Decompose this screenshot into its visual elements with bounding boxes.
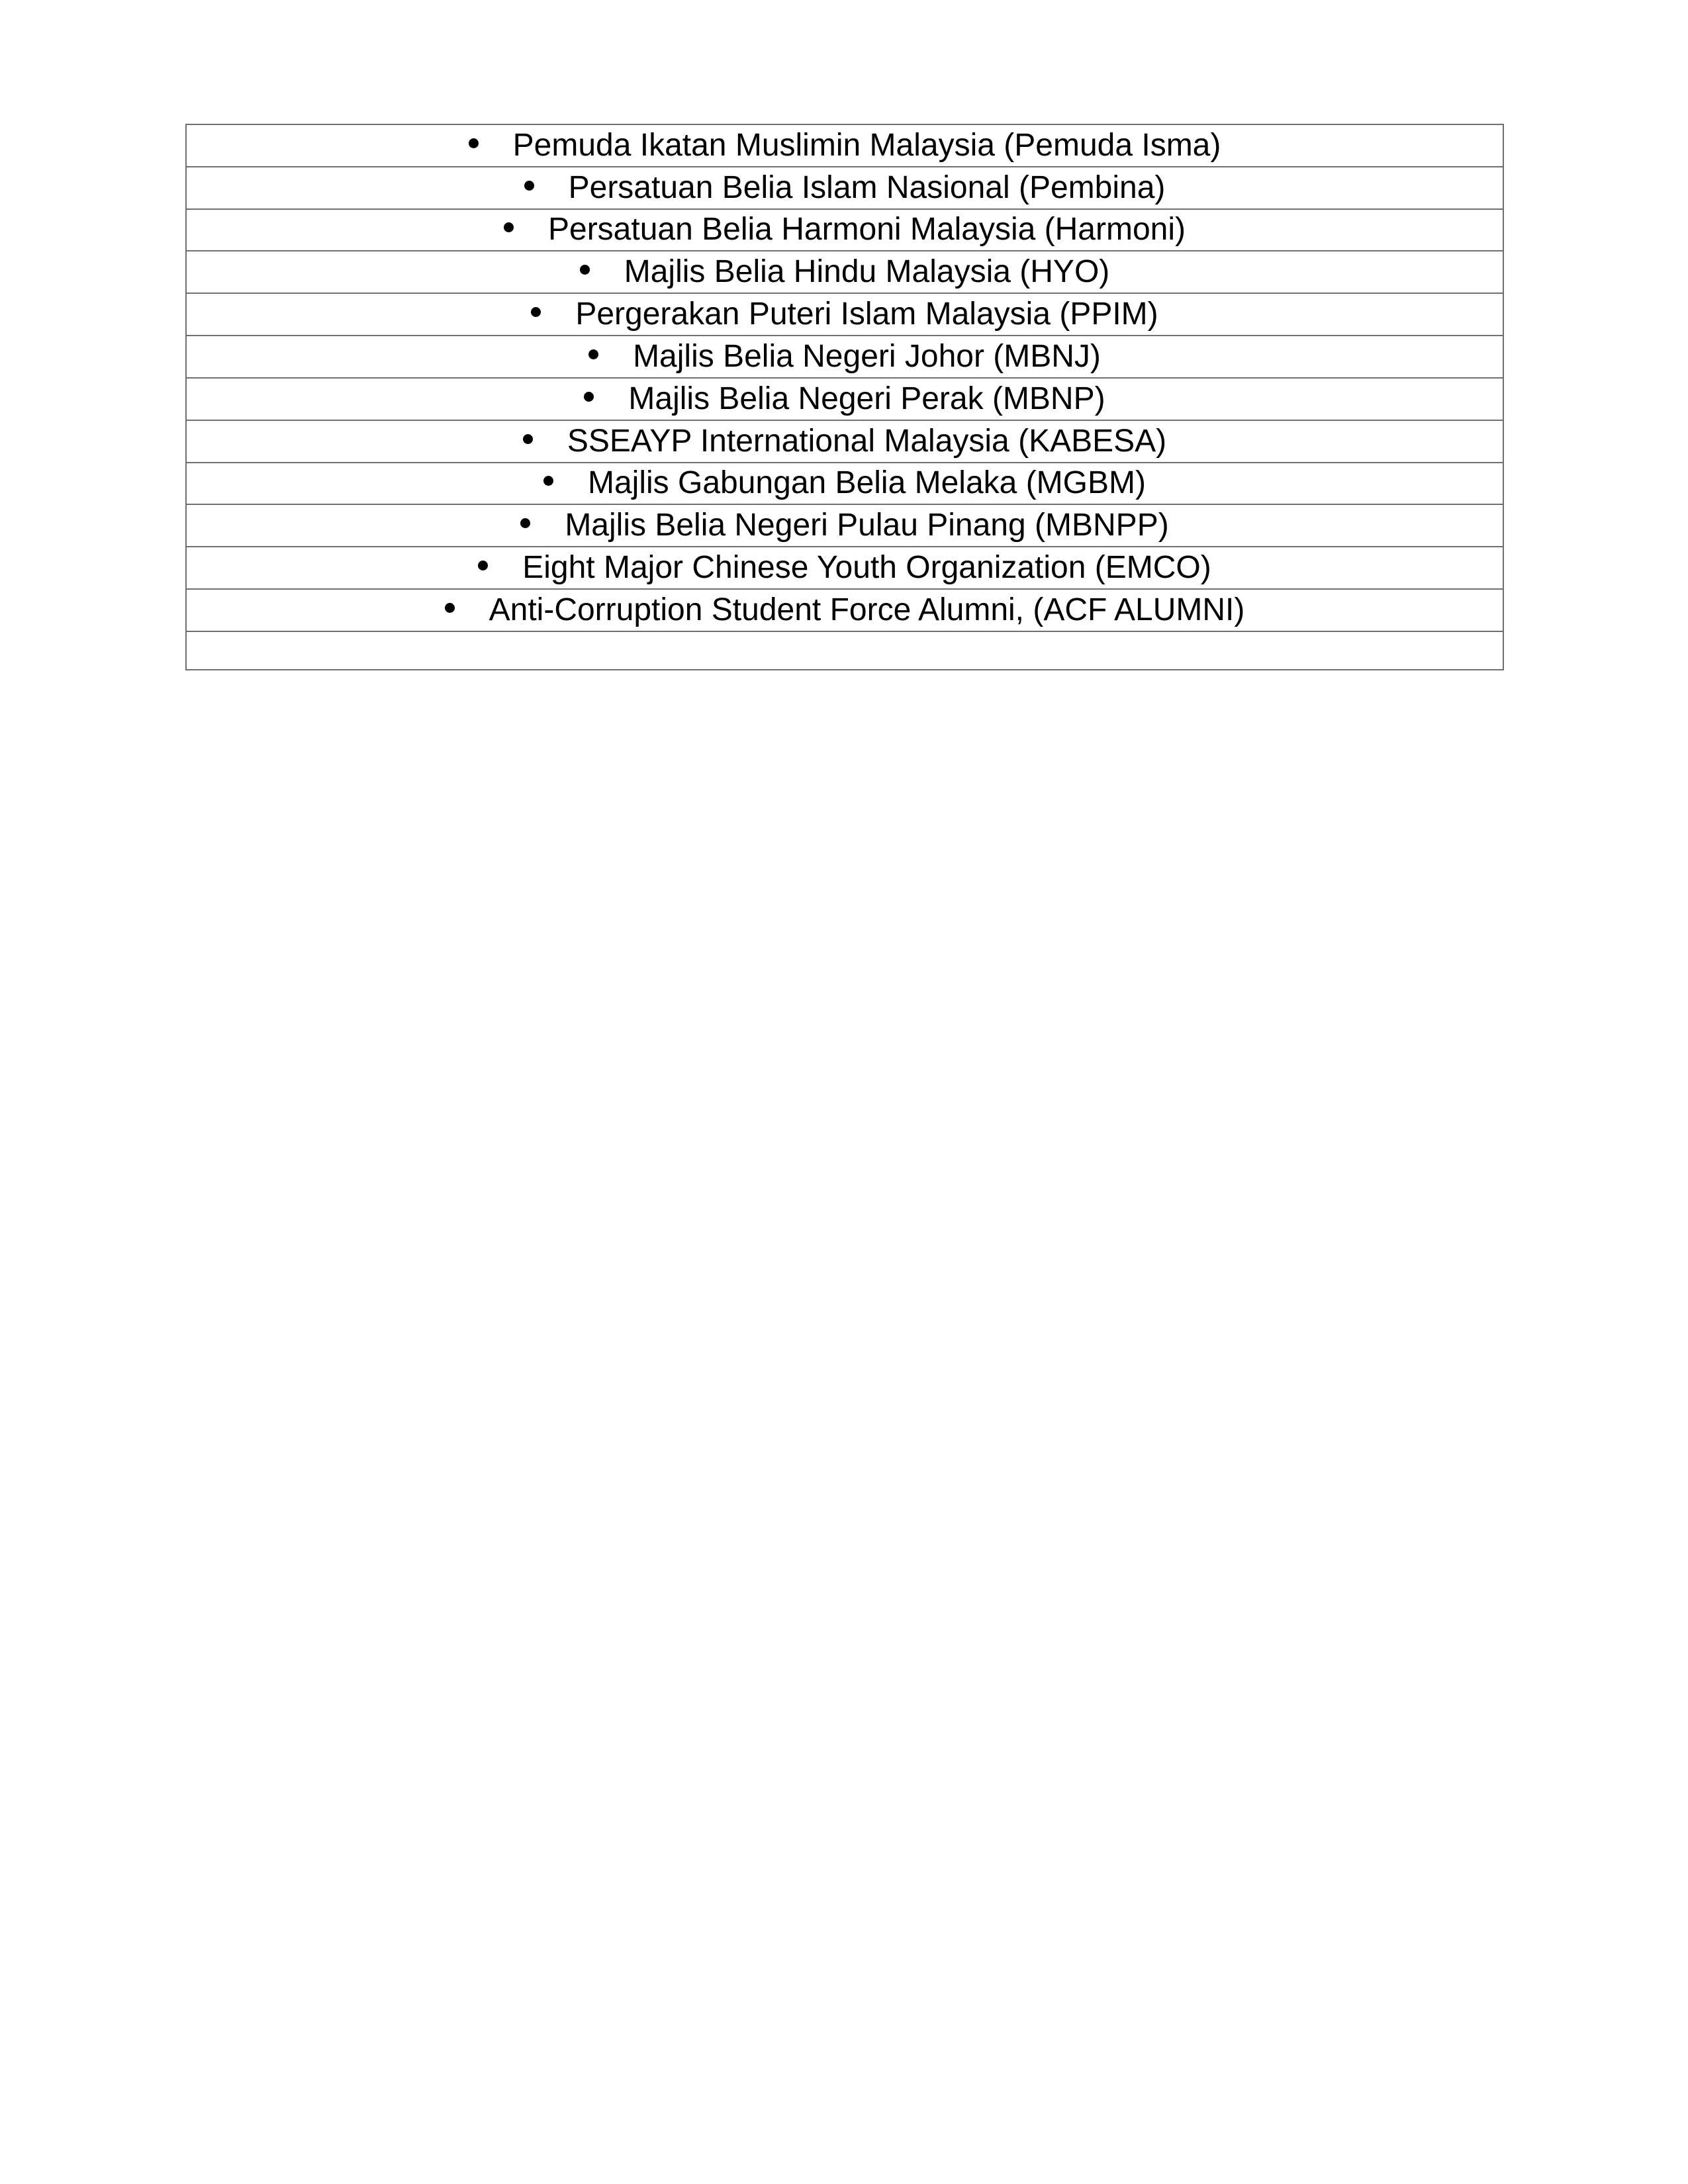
table-cell-empty: [186, 631, 1503, 670]
organization-name: SSEAYP International Malaysia (KABESA): [567, 423, 1167, 459]
bullet-icon: [478, 561, 488, 570]
table-row: [186, 589, 1503, 631]
bullet-icon: [469, 138, 479, 148]
table-row: [186, 124, 1503, 167]
organization-name: Majlis Belia Negeri Perak (MBNP): [628, 381, 1105, 416]
bullet-icon: [523, 434, 533, 444]
table-row: [186, 420, 1503, 463]
organization-name: Pergerakan Puteri Islam Malaysia (PPIM): [575, 296, 1158, 332]
table-cell: [186, 167, 1503, 209]
table-cell: [186, 293, 1503, 336]
table-row: [186, 293, 1503, 336]
table-row: [186, 336, 1503, 378]
table-row: [186, 463, 1503, 505]
organization-name: Majlis Gabungan Belia Melaka (MGBM): [588, 465, 1146, 501]
table-cell: [186, 209, 1503, 251]
bullet-icon: [588, 349, 598, 359]
organization-name: Majlis Belia Negeri Pulau Pinang (MBNPP): [565, 508, 1169, 543]
table-cell: [186, 589, 1503, 631]
table-cell: [186, 547, 1503, 589]
table-row: [186, 209, 1503, 251]
table-row: [186, 547, 1503, 589]
bullet-icon: [520, 518, 530, 528]
table-cell: [186, 420, 1503, 463]
organization-name: Pemuda Ikatan Muslimin Malaysia (Pemuda Isma): [512, 127, 1221, 163]
bullet-icon: [584, 392, 594, 402]
organization-table: [185, 124, 1504, 670]
organization-name: Majlis Belia Hindu Malaysia (HYO): [624, 254, 1110, 290]
bullet-icon: [445, 603, 455, 613]
table-row: [186, 504, 1503, 547]
table-row: [186, 378, 1503, 420]
bullet-icon: [543, 476, 553, 486]
bullet-icon: [524, 181, 534, 191]
organization-name: Persatuan Belia Harmoni Malaysia (Harmoni): [547, 212, 1186, 248]
table-cell: [186, 504, 1503, 547]
bullet-icon: [580, 265, 590, 275]
table-row: [186, 167, 1503, 209]
organization-name: Majlis Belia Negeri Johor (MBNJ): [633, 338, 1101, 374]
organization-name: Persatuan Belia Islam Nasional (Pembina): [568, 169, 1166, 205]
bullet-icon: [531, 307, 541, 317]
table-row: [186, 251, 1503, 293]
organization-name: Anti-Corruption Student Force Alumni, (ACF ALUMNI): [489, 592, 1245, 627]
table-cell: [186, 378, 1503, 420]
bullet-icon: [504, 222, 514, 232]
organization-name: Eight Major Chinese Youth Organization (EMCO): [522, 549, 1211, 585]
table-cell: [186, 124, 1503, 167]
table-cell: [186, 251, 1503, 293]
table-row-empty: [186, 631, 1503, 670]
table-cell: [186, 336, 1503, 378]
table-cell: [186, 463, 1503, 505]
